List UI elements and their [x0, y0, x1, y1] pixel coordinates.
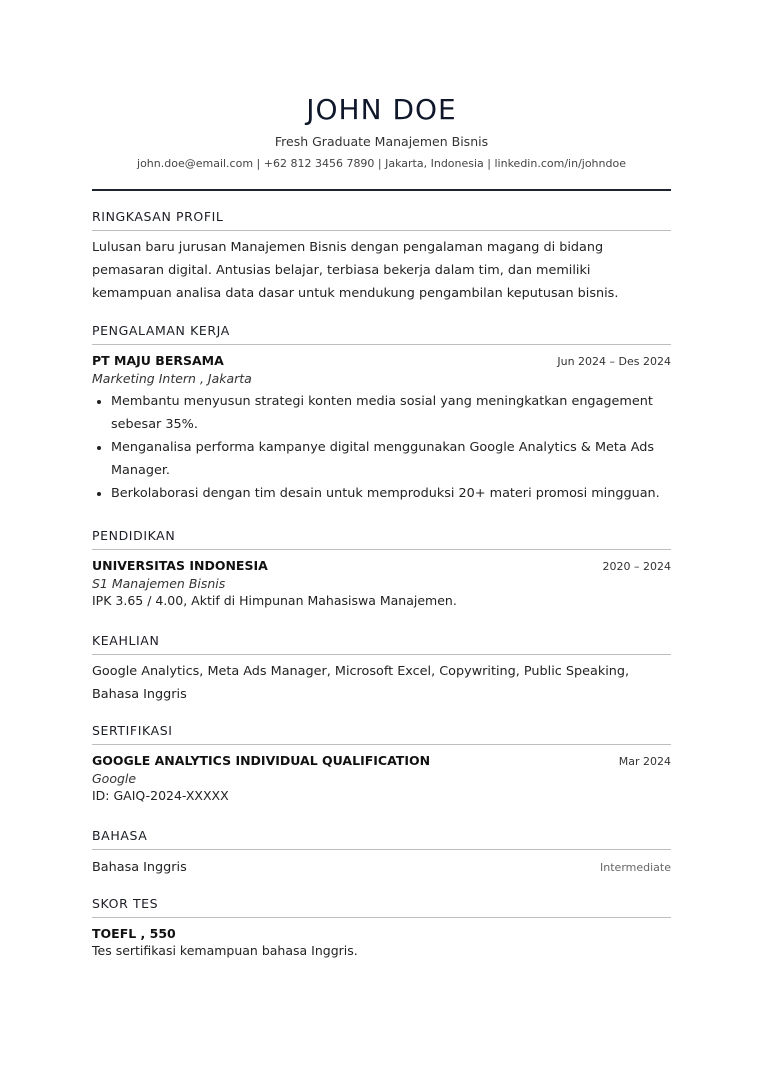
- education-dates: 2020 – 2024: [602, 560, 671, 573]
- section-title-profile: RINGKASAN PROFIL: [92, 208, 671, 231]
- candidate-name: JOHN DOE: [306, 93, 457, 126]
- education-detail: IPK 3.65 / 4.00, Aktif di Himpunan Mahasiswa Manajemen.: [92, 593, 457, 608]
- test-scores-section: [92, 895, 671, 958]
- certification-id: ID: GAIQ-2024-XXXXX: [92, 788, 229, 803]
- experience-entry-header: [92, 353, 671, 368]
- candidate-tagline: Fresh Graduate Manajemen Bisnis: [274, 134, 489, 149]
- experience-dates: Jun 2024 – Des 2024: [557, 355, 671, 368]
- test-score-header: [92, 926, 671, 941]
- skills-list: Google Analytics, Meta Ads Manager, Microsoft Excel, Copywriting, Public Speaking, Bahasa Inggris: [92, 664, 630, 702]
- section-title-certifications: SERTIFIKASI: [92, 722, 671, 745]
- job-role: Marketing Intern , Jakarta: [92, 371, 252, 386]
- experience-bullets: [92, 390, 671, 505]
- language-level: Intermediate: [600, 861, 671, 874]
- section-title-languages: BAHASA: [92, 827, 671, 850]
- language-name: Bahasa Inggris: [92, 860, 187, 875]
- certifications-section: [92, 722, 671, 803]
- experience-bullet: • Menganalisa performa kampanye digital menggunakan Google Analytics & Meta Ads Manager.: [111, 436, 671, 482]
- certification-issuer: Google: [92, 771, 137, 786]
- language-row: [92, 860, 671, 875]
- skills-section: [92, 632, 671, 706]
- school-name: UNIVERSITAS INDONESIA: [92, 558, 268, 573]
- education-section: [92, 527, 671, 608]
- degree: S1 Manajemen Bisnis: [92, 576, 226, 591]
- contact-info: john.doe@email.com | +62 812 3456 7890 | Jakarta, Indonesia | linkedin.com/in/johndoe: [137, 157, 626, 170]
- test-name-score: TOEFL , 550: [92, 926, 176, 941]
- company-name: PT MAJU BERSAMA: [92, 353, 224, 368]
- languages-section: [92, 827, 671, 875]
- education-entry-header: [92, 558, 671, 573]
- section-title-test-scores: SKOR TES: [92, 895, 671, 918]
- certification-name: GOOGLE ANALYTICS INDIVIDUAL QUALIFICATION: [92, 753, 431, 768]
- section-title-skills: KEAHLIAN: [92, 632, 671, 655]
- certification-entry-header: [92, 753, 671, 768]
- profile-summary: Lulusan baru jurusan Manajemen Bisnis dengan pengalaman magang di bidang pemasaran digital. Antusias belajar, terbiasa bekerja dalam tim, dan memiliki kemampuan analisa data dasar untuk mendukung pengambilan keputusan bisnis.: [92, 240, 619, 301]
- resume-page: [92, 0, 671, 958]
- section-title-education: PENDIDIKAN: [92, 527, 671, 550]
- experience-bullet: • Membantu menyusun strategi konten media sosial yang meningkatkan engagement sebesar 35%.: [111, 390, 671, 436]
- experience-section: [92, 322, 671, 505]
- resume-header: [92, 90, 671, 191]
- profile-section: [92, 208, 671, 305]
- test-description: Tes sertifikasi kemampuan bahasa Inggris.: [92, 943, 358, 958]
- certification-date: Mar 2024: [618, 755, 671, 768]
- header-divider: [92, 189, 671, 191]
- experience-bullet: • Berkolaborasi dengan tim desain untuk memproduksi 20+ materi promosi mingguan.: [111, 482, 671, 505]
- section-title-experience: PENGALAMAN KERJA: [92, 322, 671, 345]
